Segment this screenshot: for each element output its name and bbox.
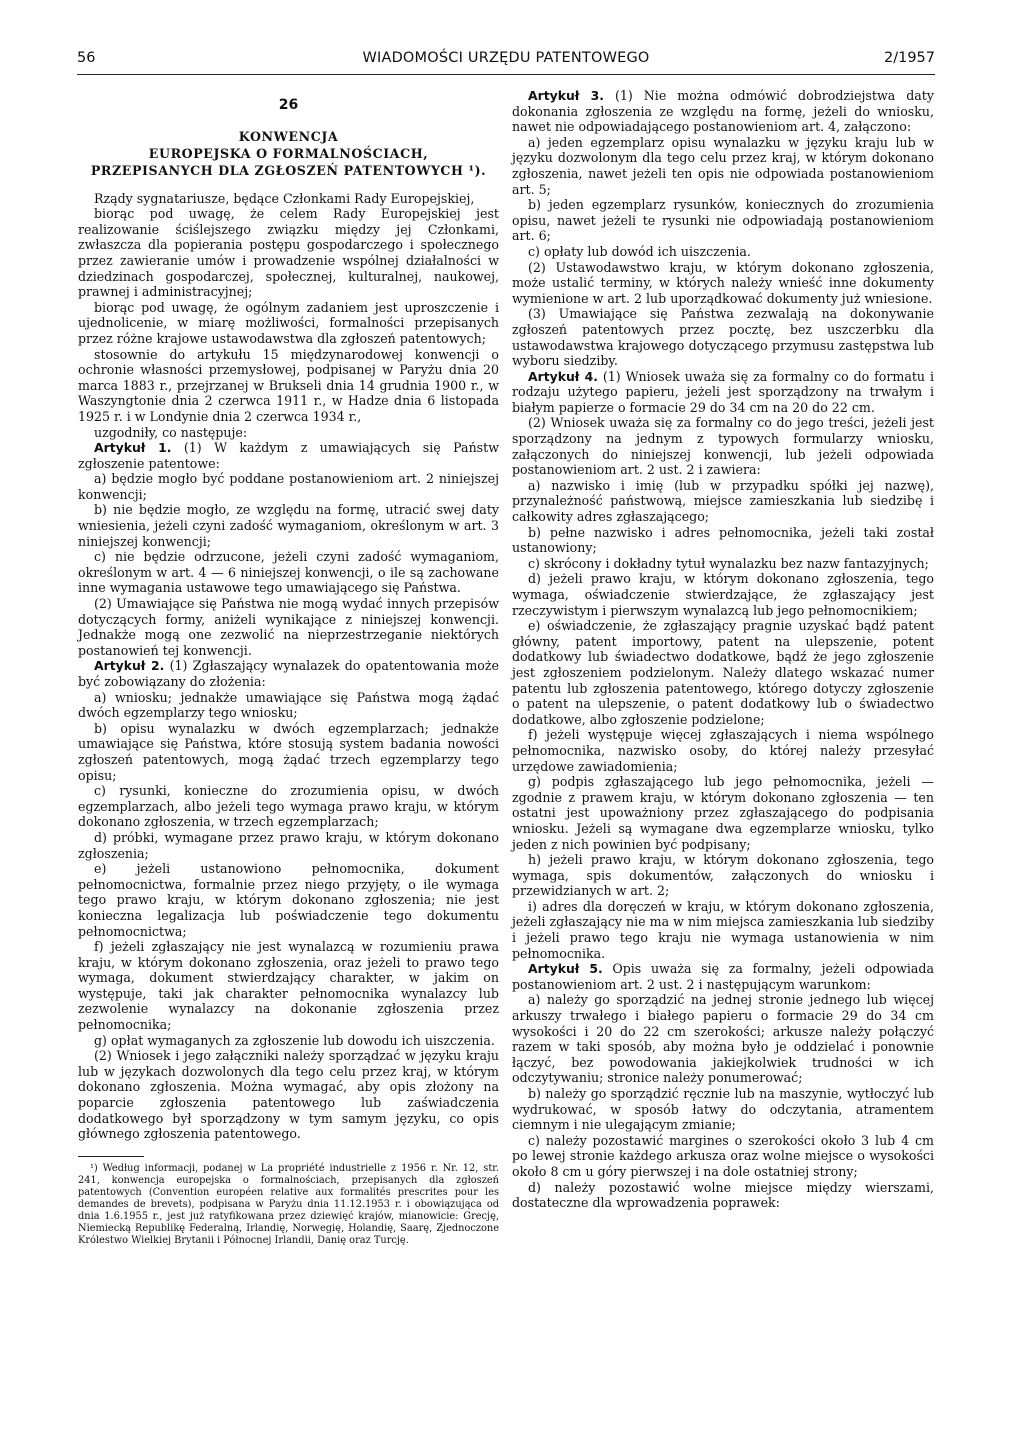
list-item: e) oświadczenie, że zgłaszający pragnie uzyskać bądź patent główny, patent importowy, patent na ulepszenie, potent dodatkowy lub świadectwo dodatkowe, bądź że jego zgłoszenie jest zgłoszeniem podzielonym. Należy dlatego wskazać numer patentu lub zgłoszenia patentowego, którego dotyczy zgłoszenie o patent na ulepszenie, o patent dodatkowy lub o świadectwo dodatkowe, albo zgłoszenie podzielone; (512, 618, 934, 727)
paragraph: (2) Umawiające się Państwa nie mogą wydać innych przepisów dotyczących formy, aniżeli wynikające z niniejszej konwencji. Jednakże mogą one zezwolić na nieprzestrzeganie niektórych postanowień tej konwencji. (78, 596, 499, 658)
document-number: 26 (278, 97, 299, 113)
article-1 (78, 440, 499, 471)
list-item: c) nie będzie odrzucone, jeżeli czyni zadość wymaganiom, określonym w art. 4 — 6 niniejszej konwencji, o ile są zachowane inne wymagania ustawowe tego umawiającego się Państwa. (78, 549, 499, 596)
list-item: d) jeżeli prawo kraju, w którym dokonano zgłoszenia, tego wymaga, oświadczenie stwierdzające, że zgłaszający jest rzeczywistym i pierwszym wynalazcą lub jego pełnomocnikiem; (512, 571, 934, 618)
article-label: Artykuł 2. (94, 658, 165, 674)
left-column (78, 88, 499, 1247)
article-text: Opis uważa się za formalny, jeżeli odpowiada postanowieniom art. 2 ust. 2 i następującym warunkom: (512, 961, 934, 992)
list-item: f) jeżeli występuje więcej zgłaszających i niema wspólnego pełnomocnika, nazwisko osoby, do której należy przesyłać urzędowe zawiadomienia; (512, 727, 934, 774)
article-text: (1) Nie można odmówić dobrodziejstwa daty dokonania zgłoszenia ze względu na formę, jeżeli do wniosku, nawet nie odpowiadającego postanowieniom art. 4, załączono: (512, 88, 934, 135)
list-item: b) pełne nazwisko i adres pełnomocnika, jeżeli taki został ustanowiony; (512, 524, 934, 556)
list-item: b) nie będzie mogło, ze względu na formę, utracić swej daty wniesienia, jeżeli czyni zadość wymaganiom, określonym w art. 3 niniejszej konwencji; (78, 502, 499, 549)
paragraph: (2) Wniosek uważa się za formalny co do jego treści, jeżeli jest sporządzony na jednym z typowych formularzy wniosku, załączonych do niniejszej konwencji, lub jeżeli odpowiada postanowieniom art. 2 ust. 2 i zawiera: (512, 415, 934, 478)
article-label: Artykuł 4. (528, 368, 598, 384)
title-line-3: PRZEPISANYCH DLA ZGŁOSZEŃ PATENTOWYCH ¹). (90, 162, 487, 178)
list-item: c) opłaty lub dowód ich uiszczenia. (528, 243, 751, 259)
page-number: 56 (77, 50, 96, 66)
footnote-divider (78, 1156, 144, 1157)
preamble-paragraph: biorąc pod uwagę, że celem Rady Europejskiej jest realizowanie ściślejszego związku między jej Członkami, zwłaszcza dla popierania postępu gospodarczego i społecznego przez zawieranie umów i prowadzenie wspólnej działalności w dziedzinach gospodarczej, społecznej, kulturalnej, naukowej, prawnej i administracyjnej; (78, 206, 499, 300)
list-item: a) nazwisko i imię (lub w przypadku spółki jej nazwę), przynależność państwową, miejsce zamieszkania lub siedzibę i całkowity adres zgłaszającego; (512, 477, 934, 525)
preamble-paragraph: stosownie do artykułu 15 międzynarodowej konwencji o ochronie własności przemysłowej, podpisanej w Paryżu dnia 20 marca 1883 r., przejrzanej w Brukseli dnia 14 grudnia 1900 r., w Waszyngtonie dnia 2 czerwca 1911 r., w Hadze dnia 6 listopada 1925 r. i w Londynie dnia 2 czerwca 1934 r., (78, 346, 499, 424)
article-5 (512, 961, 934, 992)
preamble-paragraph: uzgodniły, co następuje: (94, 424, 248, 440)
list-item: c) należy pozostawić margines o szerokości około 3 lub 4 cm po lewej stronie każdego arkusza oraz wolne miejsce o wysokości około 8 cm u góry pierwszej i na dole ostatniej strony; (512, 1132, 934, 1179)
list-item: f) jeżeli zgłaszający nie jest wynalazcą w rozumieniu prawa kraju, w którym dokonano zgłoszenia, oraz jeżeli to prawo tego wymaga, dokument stwierdzający charakter, w jakim on występuje, taki jak charakter pełnomocnika wynalazcy lub zezwolenie wynalazcy na dokonanie zgłoszenia przez pełnomocnika; (78, 939, 499, 1033)
list-item: a) będzie mogło być poddane postanowieniom art. 2 niniejszej konwencji; (78, 471, 499, 502)
article-text: (1) Wniosek uważa się za formalny co do formatu i rodzaju użytego papieru, jeżeli jest sporządzony na trwałym i białym papierze o formacie 29 do 34 cm na 20 do 22 cm. (512, 368, 934, 415)
list-item: c) skrócony i dokładny tytuł wynalazku bez nazw fantazyjnych; (528, 555, 929, 571)
list-item: b) jeden egzemplarz rysunków, koniecznych do zrozumienia opisu, nawet jeżeli te rysunki nie odpowiadają postanowieniom art. 6; (512, 197, 934, 244)
preamble-paragraph: biorąc pod uwagę, że ogólnym zadaniem jest uproszczenie i ujednolicenie, w miarę możliwości, formalności przepisanych przez różne krajowe ustawodawstwa dla zgłoszeń patentowych; (78, 299, 499, 346)
list-item: h) jeżeli prawo kraju, w którym dokonano zgłoszenia, tego wymaga, spis dokumentów, załączonych do wniosku i przewidzianych w art. 2; (512, 852, 934, 899)
list-item: e) jeżeli ustanowiono pełnomocnika, dokument pełnomocnictwa, formalnie przez niego przyjęty, o ile wymaga tego prawo kraju, w którym dokonano zgłoszenia; nie jest konieczna legalizacja lub poświadczenie tego dokumentu pełnomocnictwa; (78, 861, 499, 939)
paragraph: (3) Umawiające się Państwa zezwalają na dokonywanie zgłoszeń patentowych przez pocztę, bez uszczerbku dla ustawodawstwa krajowego dotyczącego przymusu zastępstwa lub wyboru siedziby. (512, 306, 934, 369)
list-item: b) opisu wynalazku w dwóch egzemplarzach; jednakże umawiające się Państwa, które stosują system badania nowości zgłoszeń patentowych, mogą żądać trzech egzemplarzy tego opisu; (78, 720, 499, 783)
article-2 (78, 658, 499, 689)
article-label: Artykuł 3. (528, 88, 604, 103)
list-item: g) opłat wymaganych za zgłoszenie lub dowodu ich uiszczenia. (94, 1032, 495, 1048)
list-item: b) należy go sporządzić ręcznie lub na maszynie, wytłoczyć lub wydrukować, w sposób łatwy do odczytania, atramentem ciemnym i nie ulegającym zmianie; (512, 1086, 934, 1133)
list-item: a) należy go sporządzić na jednej stronie jednego lub więcej arkuszy trwałego i białego papieru o formacie 29 do 34 cm wysokości i 20 do 22 cm szerokości; arkusze należy połączyć razem w taki sposób, aby można było je oddzielać i ponownie łączyć, bez powodowania jakiejkolwiek trudności w ich odczytywaniu; stronice należy ponumerować; (512, 992, 934, 1086)
right-column (512, 88, 934, 1211)
article-text: (1) Zgłaszający wynalazek do opatentowania może być zobowiązany do złożenia: (78, 658, 499, 689)
article-text: (1) W każdym z umawiających się Państw zgłoszenie patentowe: (78, 440, 499, 471)
list-item: a) wniosku; jednakże umawiające się Państwa mogą żądać dwóch egzemplarzy tego wniosku; (78, 689, 499, 721)
preamble-paragraph: Rządy sygnatariusze, będące Członkami Rady Europejskiej, (94, 190, 475, 206)
list-item: c) rysunki, konieczne do zrozumienia opisu, w dwóch egzemplarzach, albo jeżeli tego wymaga prawo kraju, w którym dokonano zgłoszenia, w trzech egzemplarzach; (78, 783, 499, 830)
article-4 (512, 369, 934, 416)
list-item: d) próbki, wymagane przez prawo kraju, w którym dokonano zgłoszenia; (78, 829, 499, 861)
article-label: Artykuł 5. (528, 961, 603, 977)
running-header (77, 48, 935, 75)
journal-title: WIADOMOŚCI URZĘDU PATENTOWEGO (362, 50, 650, 66)
list-item: a) jeden egzemplarz opisu wynalazku w języku kraju lub w języku dozwolonym dla tego celu przez kraj, w którym dokonano zgłoszenia, nawet jeżeli ten opis nie odpowiada postanowieniom art. 5; (512, 134, 934, 197)
paragraph: (2) Wniosek i jego załączniki należy sporządzać w języku kraju lub w językach dozwolonych dla tego celu przez kraj, w którym dokonano zgłoszenia. Można wymagać, aby opis złożony na poparcie zgłoszenia patentowego lub zaświadczenia dodatkowego był sporządzony w tym samym języku, co opis głównego zgłoszenia patentowego. (78, 1048, 499, 1142)
article-label: Artykuł 1. (94, 440, 172, 456)
article-3 (512, 88, 934, 135)
list-item: g) podpis zgłaszającego lub jego pełnomocnika, jeżeli — zgodnie z prawem kraju, w którym dokonano zgłoszenia — ten ostatni jest upoważniony przez zgłaszającego do podpisania wniosku. Jeżeli są wymagane dwa egzemplarze wniosku, tylko jeden z nich powinien być podpisany; (512, 774, 934, 852)
issue-number: 2/1957 (883, 50, 935, 66)
footnote: ¹) Według informacji, podanej w La propriété industrielle z 1956 r. Nr. 12, str. 241, konwencja europejska o formalnościach, przepisanych dla zgłoszeń patentowych (Convention européen relative aux formalités prescrites pour les demandes de brevets), podpisana w Paryżu dnia 11.12.1953 r. i obowiązująca od dnia 1.6.1955 r., jest już ratyfikowana przez dziewięć krajów, mianowicie: Grecję, Niemiecką Republikę Federalną, Irlandię, Norwegię, Holandię, Saarę, Zjednoczone Królestwo Wielkiej Brytanii i Północnej Irlandii, Danię oraz Turcję. (78, 1162, 499, 1246)
list-item: d) należy pozostawić wolne miejsce między wierszami, dostateczne dla wprowadzenia poprawek: (512, 1179, 934, 1211)
title-line-2: EUROPEJSKA O FORMALNOŚCIACH, (148, 145, 429, 161)
list-item: i) adres dla doręczeń w kraju, w którym dokonano zgłoszenia, jeżeli zgłaszający nie ma w nim miejsca zamieszkania lub siedziby i jeżeli prawo tego kraju nie wymaga ustanowienia w nim pełnomocnika. (512, 898, 934, 961)
title-line-1: KONWENCJA (238, 128, 339, 144)
paragraph: (2) Ustawodawstwo kraju, w którym dokonano zgłoszenia, może ustalić terminy, w których należy wnieść inne dokumenty wymienione w art. 2 lub uporządkować dokumenty już wniesione. (512, 259, 934, 306)
